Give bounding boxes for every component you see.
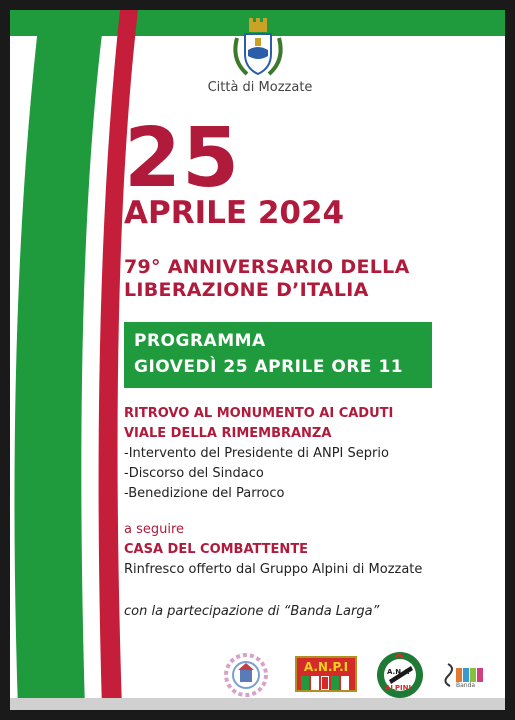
ritrovo-section	[124, 404, 393, 504]
program-title: PROGRAMMA	[134, 331, 266, 351]
anniversary-line-2: LIBERAZIONE D’ITALIA	[124, 278, 369, 301]
alpini-logo-icon	[375, 650, 425, 704]
ritrovo-item: -Benedizione del Parroco	[124, 486, 285, 501]
ritrovo-item: -Intervento del Presidente di ANPI Seprio	[124, 446, 389, 461]
ritrovo-title-1: RITROVO AL MONUMENTO AI CADUTI	[124, 406, 394, 421]
seguire-text: Rinfresco offerto dal Gruppo Alpini di Mozzate	[124, 562, 423, 577]
participation-band: “Banda Larga”	[283, 604, 380, 619]
program-box	[124, 322, 432, 388]
anpi-logo-text: A.N.P.I	[303, 660, 349, 674]
ritrovo-title-2: VIALE DELLA RIMEMBRANZA	[124, 426, 332, 441]
participation-prefix: con la partecipazione di	[124, 604, 284, 619]
seguire-place: CASA DEL COMBATTENTE	[124, 542, 309, 557]
seguire-label: a seguire	[124, 522, 185, 537]
anniversary-heading	[124, 256, 410, 302]
sponsor-logos	[220, 650, 495, 700]
seguire-section	[124, 520, 422, 580]
program-when: GIOVEDÌ 25 APRILE ORE 11	[134, 357, 404, 377]
alpini-text-1: A.N.A	[387, 668, 410, 676]
city-name: Città di Mozzate	[207, 80, 313, 95]
alpini-text-2: ALPINI	[385, 684, 412, 692]
ritrovo-item: -Discorso del Sindaco	[124, 466, 264, 481]
anpi-logo	[295, 656, 357, 692]
anniversary-line-1: 79° ANNIVERSARIO DELLA	[124, 256, 410, 278]
casa-combattente-logo-icon	[220, 652, 272, 702]
banda-larga-logo	[442, 660, 486, 690]
bottom-bar	[10, 698, 505, 710]
poster	[10, 10, 505, 710]
banda-logo-text: Banda	[456, 682, 476, 689]
coat-of-arms-icon	[229, 16, 287, 86]
date-day: 25	[124, 111, 241, 206]
participation-line	[124, 600, 379, 619]
date-month-year: APRILE 2024	[124, 195, 345, 231]
